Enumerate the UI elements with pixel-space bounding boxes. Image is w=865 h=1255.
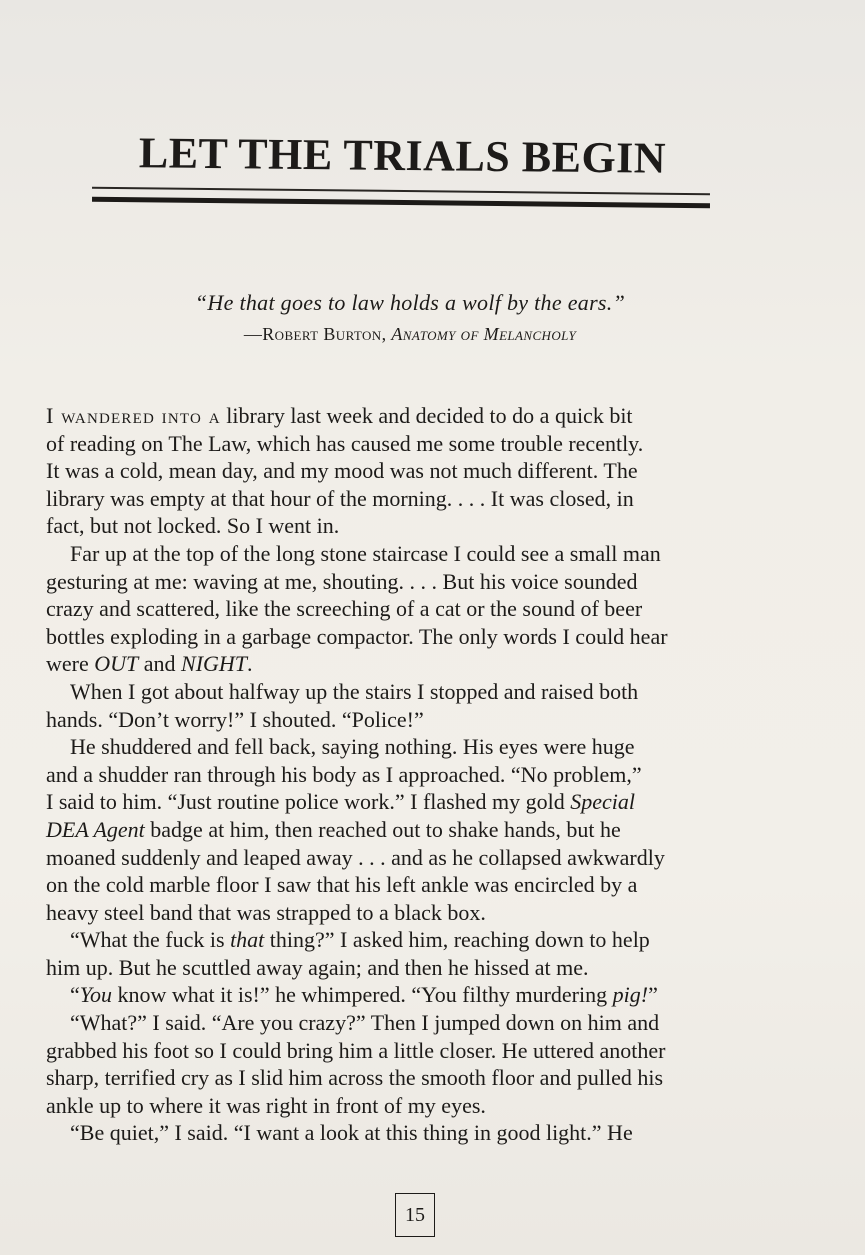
body-line: of reading on The Law, which has caused me some trouble recently.	[46, 430, 644, 456]
body-line: fact, but not locked. So I went in.	[46, 513, 340, 539]
italic-word: that	[230, 927, 265, 953]
opening-small-caps: I wandered into a	[46, 403, 221, 428]
body-line-text: thing?” I asked him, reaching down to help	[264, 927, 650, 953]
body-line	[46, 650, 760, 678]
body-line: bottles exploding in a garbage compactor. The only words I could hear	[46, 623, 668, 649]
body-text	[46, 402, 760, 1147]
italic-word: You	[79, 982, 112, 1008]
body-line: sharp, terrified cry as I slid him across the smooth floor and pulled his	[46, 1065, 664, 1091]
body-line	[46, 981, 760, 1009]
epigraph-work: Anatomy of Melancholy	[391, 324, 577, 344]
italic-word: DEA Agent	[46, 816, 145, 842]
body-line: Far up at the top of the long stone staircase I could see a small man	[70, 540, 661, 566]
epigraph-quote: “He that goes to law holds a wolf by the ears.”	[194, 290, 626, 315]
body-line-text: ”	[648, 982, 658, 1008]
epigraph-separator: ,	[381, 324, 392, 344]
body-line	[46, 402, 760, 430]
body-line: “Be quiet,” I said. “I want a look at this thing in good light.” He	[70, 1120, 633, 1146]
chapter-title: LET THE TRIALS BEGIN	[138, 128, 667, 183]
title-rule-thin	[92, 187, 710, 195]
body-line: on the cold marble floor I saw that his left ankle was encircled by a	[46, 872, 638, 898]
body-line-text: “	[70, 982, 80, 1008]
body-line: hands. “Don’t worry!” I shouted. “Police!”	[46, 706, 424, 732]
body-line: “What?” I said. “Are you crazy?” Then I jumped down on him and	[70, 1010, 660, 1036]
italic-word: NIGHT	[181, 651, 248, 677]
epigraph-dash: —	[243, 324, 263, 344]
body-line: ankle up to where it was right in front of my eyes.	[46, 1092, 486, 1118]
body-line: grabbed his foot so I could bring him a little closer. He uttered another	[46, 1037, 666, 1063]
epigraph-author: Robert Burton	[262, 324, 382, 344]
italic-word: Special	[570, 789, 635, 815]
body-line-text: were	[46, 651, 95, 677]
italic-word: pig!	[612, 982, 649, 1008]
epigraph-attribution	[100, 324, 720, 345]
body-line: He shuddered and fell back, saying nothing. His eyes were huge	[70, 734, 635, 760]
body-line-text: badge at him, then reached out to shake hands, but he	[144, 816, 621, 842]
page-number: 15	[395, 1193, 435, 1237]
body-line: moaned suddenly and leaped away . . . and as he collapsed awkwardly	[46, 844, 665, 870]
body-line: It was a cold, mean day, and my mood was not much different. The	[46, 458, 638, 484]
body-line: him up. But he scuttled away again; and then he hissed at me.	[46, 954, 589, 980]
body-line-text: know what it is!” he whimpered. “You filthy murdering	[111, 982, 613, 1008]
body-line-text: “What the fuck is	[70, 927, 231, 953]
body-line: heavy steel band that was strapped to a black box.	[46, 899, 486, 925]
body-line-text: .	[247, 651, 253, 677]
body-line	[46, 788, 760, 816]
body-line-text: I said to him. “Just routine police work.” I flashed my gold	[46, 789, 571, 815]
body-line-text: library last week and decided to do a quick bit	[220, 403, 633, 428]
epigraph	[100, 290, 720, 345]
body-line: When I got about halfway up the stairs I stopped and raised both	[70, 678, 639, 704]
body-line: and a shudder ran through his body as I approached. “No problem,”	[46, 761, 642, 787]
title-rule-thick	[92, 197, 710, 208]
body-line: gesturing at me: waving at me, shouting. . . . But his voice sounded	[46, 568, 638, 594]
body-line-text: and	[138, 651, 182, 677]
italic-word: OUT	[94, 651, 139, 677]
body-line: crazy and scattered, like the screeching of a cat or the sound of beer	[46, 596, 643, 622]
body-line	[46, 926, 760, 954]
body-line: library was empty at that hour of the morning. . . . It was closed, in	[46, 485, 634, 511]
body-line	[46, 816, 760, 844]
